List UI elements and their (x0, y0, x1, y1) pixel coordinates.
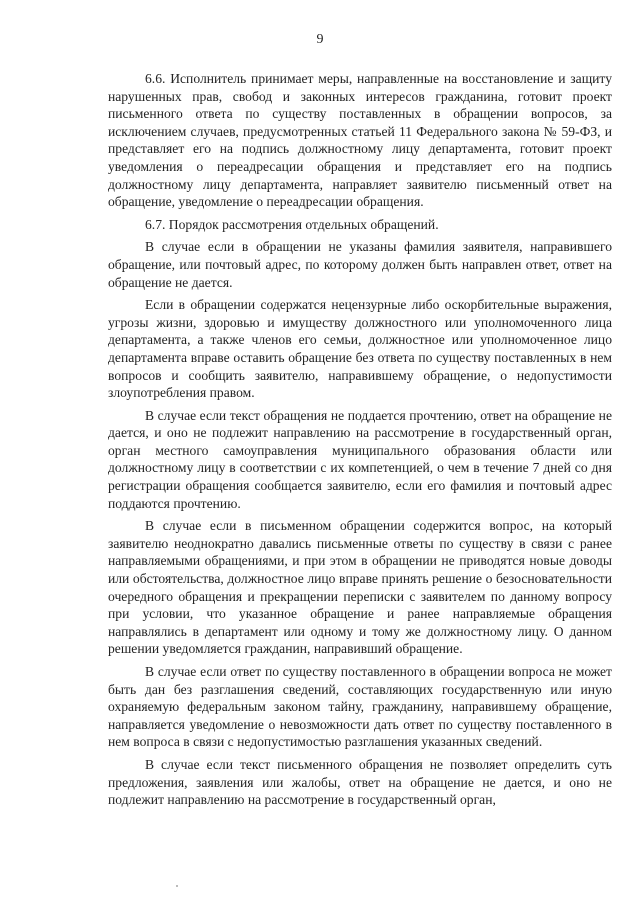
page-number: 9 (316, 32, 324, 47)
paragraph-offensive-content: Если в обращении содержатся нецензурные либо оскорбительные выражения, угрозы жизни, здоровью и имуществу должностного или уполномоченного лица департамента, а также членов его семьи, должностное или уполномоченное лицо департамента вправе оставить обращение без ответа по существу поставленных в нем вопросов и сообщить заявителю, направившему обращение, о недопустимости злоупотребления правом. (108, 297, 612, 401)
paragraph-6-6: 6.6. Исполнитель принимает меры, направленные на восстановление и защиту нарушенных прав, свобод и законных интересов гражданина, готовит проект письменного ответа по существу поставленных в обращении вопросов, за исключением случаев, предусмотренных статьей 11 Федерального закона № 59-ФЗ, и представляет его на подпись должностному лицу департамента, готовит проект уведомления о переадресации обращения и представляет его на подпись должностному лицу департамента, направляет заявителю письменный ответ на обращение, уведомление о переадресации обращения. (108, 71, 612, 210)
scan-speck (176, 885, 178, 887)
paragraph-undeterminable-essence: В случае если текст письменного обращения не позволяет определить суть предложения, заявления или жалобы, ответ на обращение не дается, и оно не подлежит направлению на рассмотрение в государственный орган, (108, 756, 612, 808)
paragraph-secret-information: В случае если ответ по существу поставленного в обращении вопроса не может быть дан без разглашения сведений, составляющих государственную или иную охраняемую федеральным законом тайну, гражданину, направившему обращение, направляется уведомление о невозможности дать ответ по существу поставленного в нем вопроса в связи с недопустимостью разглашения указанных сведений. (108, 664, 612, 750)
paragraph-6-7-heading: 6.7. Порядок рассмотрения отдельных обращений. (145, 216, 439, 232)
paragraph-illegible-text: В случае если текст обращения не поддается прочтению, ответ на обращение не дается, и оно не подлежит направлению на рассмотрение в государственный орган, орган местного самоуправления муниципального образования области или должностному лицу в соответствии с их компетенцией, о чем в течение 7 дней со дня регистрации обращения сообщается заявителю, если его фамилия и почтовый адрес поддаются прочтению. (108, 407, 612, 511)
paragraph-repeated-question: В случае если в письменном обращении содержится вопрос, на который заявителю неоднократно давались письменные ответы по существу в связи с ранее направляемыми обращениями, и при этом в обращении не приводятся новые доводы или обстоятельства, должностное лицо вправе принять решение о безосновательности очередного обращения и прекращении переписки с заявителем по данному вопросу при условии, что указанное обращение и ранее направляемые обращения направлялись в департамент или одному и тому же должностному лицу. О данном решении уведомляется гражданин, направивший обращение. (108, 518, 612, 657)
document-body (108, 70, 612, 809)
paragraph-no-name-or-address: В случае если в обращении не указаны фамилия заявителя, направившего обращение, или почтовый адрес, по которому должен быть направлен ответ, ответ на обращение не дается. (108, 239, 612, 290)
